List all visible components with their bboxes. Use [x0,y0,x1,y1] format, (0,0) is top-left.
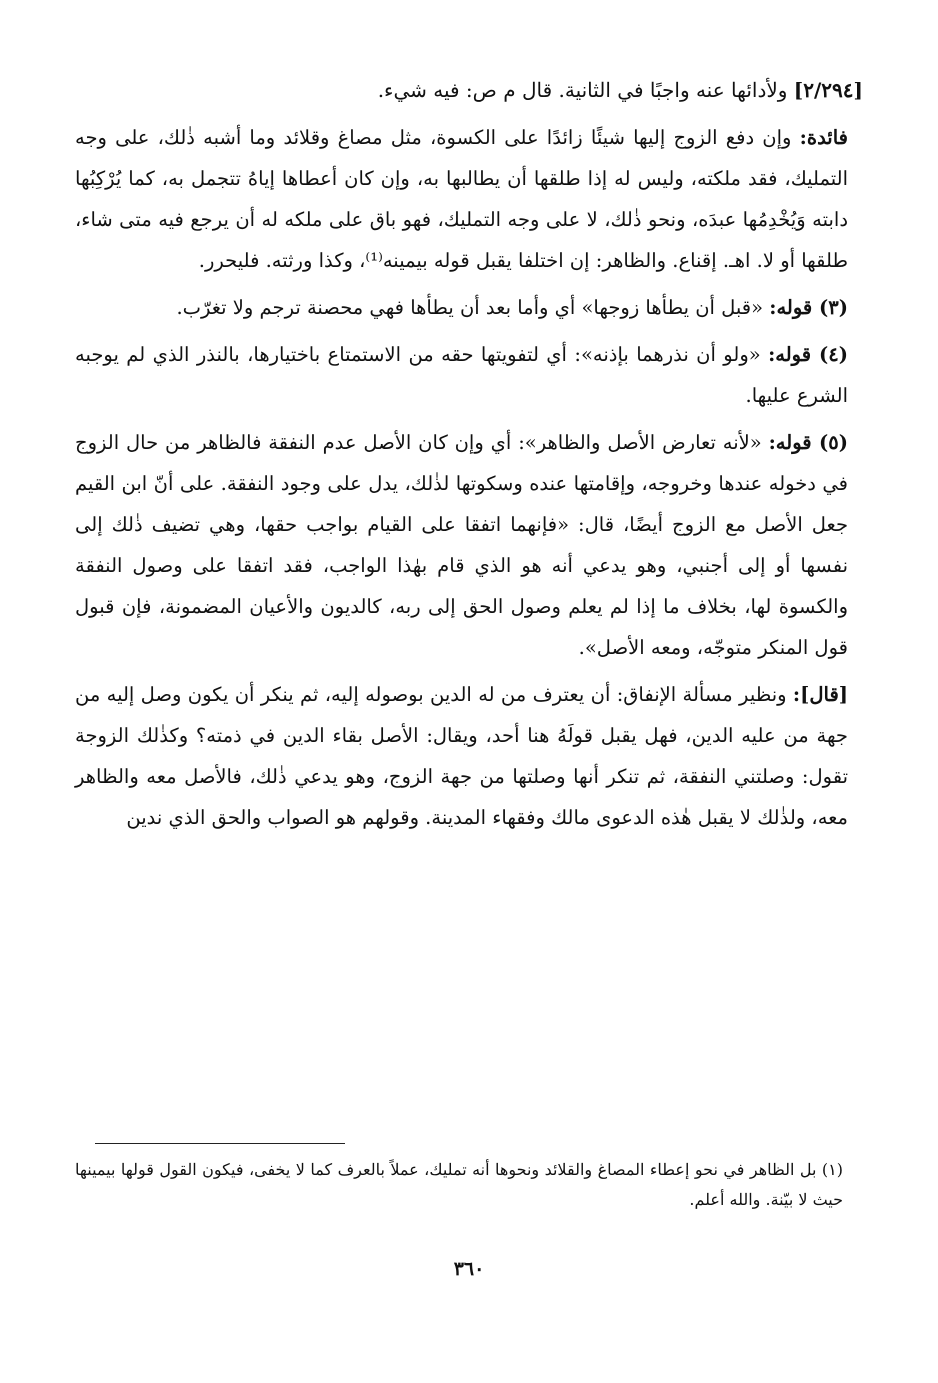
paragraph-label: فائدة: [799,126,848,149]
paragraph-commentary-4 [75,334,848,416]
footnote-text: (١) بل الظاهر في نحو إعطاء المصاغ والقلائد ونحوها أنه تمليك، عملاً بالعرف كما لا يخفى، فيكون القول قولها بيمينها حيث لا بيّنة. والله أعلم. [75,1160,843,1209]
paragraph-body: «ولو أن نذرهما بإذنه»: أي لتفويتها حقه من الاستمتاع باختيارها، بالنذر الذي لم يوجبه الشرع عليها. [75,343,848,407]
header-text: ولأدائها عنه واجبًا في الثانية. قال م ص: فيه شيء. [377,78,788,102]
footnote [75,1155,843,1215]
paragraph-label: (٣) قوله: [769,296,848,319]
paragraph-qala [75,674,848,838]
paragraph-commentary-5 [75,422,848,668]
paragraph-label: [قال]: [792,683,848,706]
paragraph-body: «لأنه تعارض الأصل والظاهر»: أي وإن كان الأصل عدم النفقة فالظاهر من حال الزوج في دخوله عندها وخروجه، وإقامتها عنده وسكوتها لذٰلك، يدل على وجود النفقة. على أنّ ابن القيم جعل الأصل مع الزوج أيضًا، قال: «فإنهما اتفقا على القيام بواجب حقها، وهي تضيف ذٰلك إلى نفسها أو إلى أجنبي، وهو يدعي أنه هو الذي قام بهٰذا الواجب، فقد اتفقا على وصول النفقة والكسوة لها، بخلاف ما إذا لم يعلم وصول الحق إلى ربه، كالديون والأعيان المضمونة، فإن قبول قول المنكر متوجّه، ومعه الأصل». [75,431,849,659]
footnote-divider [95,1143,345,1144]
paragraph-body: ونظير مسألة الإنفاق: أن يعترف من له الدين بوصوله إليه، ثم ينكر أن يكون وصل إليه من جهة من عليه الدين، فهل يقبل قولَهُ هنا أحد، ويقال: الأصل بقاء الدين في ذمته؟ وكذٰلك الزوجة تقول: وصلتني النفقة، ثم تنكر أنها وصلتها من جهة الزوج، وهو يدعي ذٰلك، فالأصل معه والظاهر معه، ولذٰلك لا يقبل هٰذه الدعوى مالك وفقهاء المدينة. وقولهم هو الصواب والحق الذي ندين [75,683,848,829]
paragraph-label: (٥) قوله: [768,431,849,454]
paragraph-body: «قبل أن يطأها زوجها» أي وأما بعد أن يطأها فهي محصنة ترجم ولا تغرّب. [176,296,764,319]
paragraph-body: وإن دفع الزوج إليها شيئًا زائدًا على الكسوة، مثل مصاغ وقلائد وما أشبه ذٰلك، على وجه التمليك، فقد ملكته، وليس له إذا طلقها أن يطالبها به، وإن كان أعطاها إياهُ تتجمل به، كما يُرْكِبُها دابته وَيُخْدِمُها عبدَه، ونحو ذٰلك، لا على وجه التمليك، فهو باق على ملكه له أن يرجع فيه متى شاء، طلقها أو لا. اهـ. إقناع. والظاهر: إن اختلفا يقبل قوله بيمينه⁽¹⁾، وكذا ورثته. فليحرر. [75,126,848,272]
page-number: ٣٦٠ [453,1258,485,1280]
main-text [75,117,848,844]
running-header [70,70,863,110]
paragraph-commentary-3 [75,287,848,328]
paragraph-label: (٤) قوله: [768,343,848,366]
paragraph-note [75,117,848,281]
volume-page-reference: [٢/٢٩٤] [793,78,863,102]
